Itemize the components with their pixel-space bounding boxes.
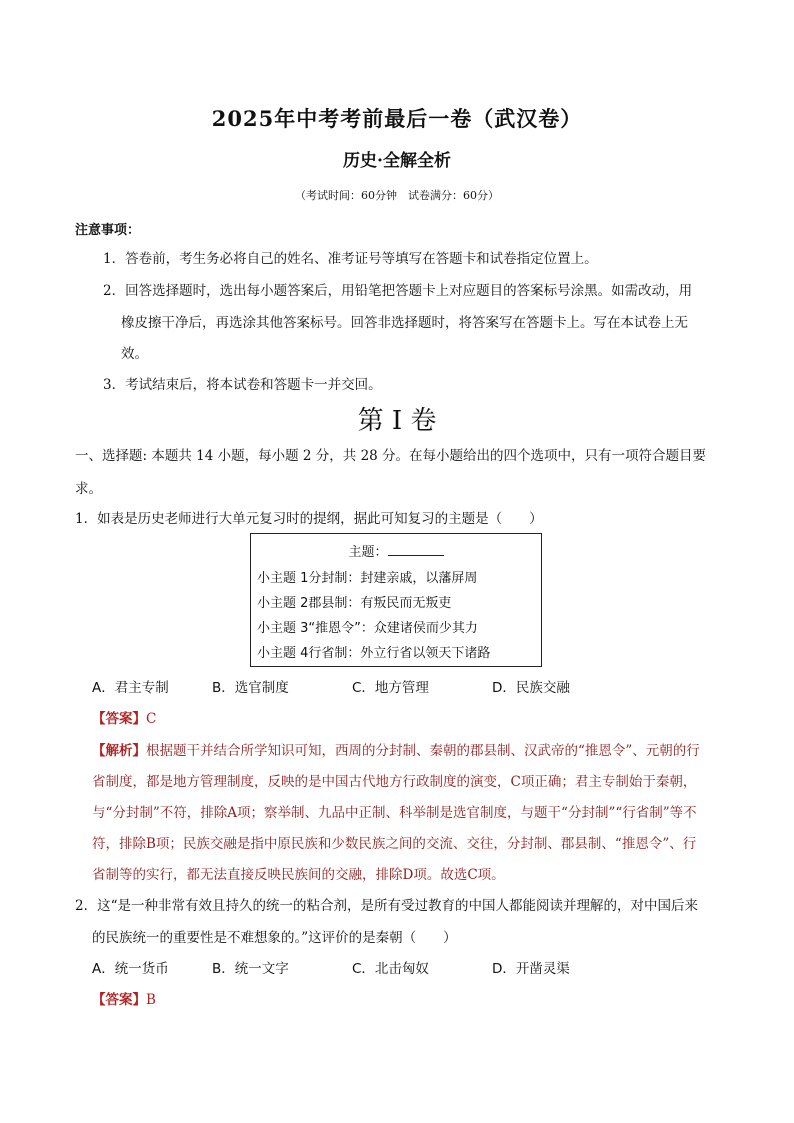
- q1-answer: [92, 707, 156, 727]
- notice-item-1: 1．答卷前，考生务必将自己的姓名、准考证号等填写在答题卡和试卷指定位置上。: [103, 251, 598, 267]
- q1-option-b: B．选官制度: [212, 680, 289, 696]
- page-subtitle: 历史·全解全析: [343, 151, 451, 171]
- analysis-text: 根据题干并结合所学知识可知，西周的分封制、秦朝的郡县制、汉武帝的“推恩令”、元朝的行: [146, 743, 700, 759]
- outline-row: 小主题 4行省制：外立行省以领天下诸路: [257, 646, 491, 661]
- outline-row: 小主题 3“推恩令”：众建诸侯而少其力: [257, 621, 478, 636]
- notice-heading: 注意事项：: [75, 223, 141, 238]
- answer-label: 【答案】: [92, 992, 146, 1008]
- q1-analysis-line: [92, 739, 700, 759]
- outline-row: 小主题 1分封制：封建亲戚，以藩屏周: [257, 571, 478, 586]
- q2-option-a: A．统一货币: [92, 961, 169, 977]
- volume-title: 第 I 卷: [357, 406, 437, 436]
- question-2-stem-cont: 的民族统一的重要性是不难想象的。”这评价的是秦朝（ ）: [92, 930, 457, 946]
- question-2-stem: 2．这“是一种非常有效且持久的统一的粘合剂，是所有受过教育的中国人都能阅读并理解的，对中国后来: [75, 898, 698, 914]
- exam-info: （考试时间：60分钟 试卷满分：60分）: [295, 189, 499, 202]
- q2-option-b: B．统一文字: [212, 961, 289, 977]
- q1-option-a: A．君主专制: [92, 680, 169, 696]
- answer-value: C: [146, 711, 157, 727]
- page-title: 2025年中考考前最后一卷（武汉卷）: [211, 106, 583, 131]
- notice-item-2: 2．回答选择题时，选出每小题答案后，用铅笔把答题卡上对应题目的答案标号涂黑。如需改动，用: [103, 283, 693, 299]
- notice-item-2-cont: 橡皮擦干净后，再选涂其他答案标号。回答非选择题时，将答案写在答题卡上。写在本试卷上无: [121, 315, 688, 331]
- answer-label: 【答案】: [92, 711, 146, 727]
- outline-theme-row: [251, 541, 541, 560]
- question-1-stem: 1．如表是历史老师进行大单元复习时的提纲，据此可知复习的主题是（ ）: [75, 511, 543, 527]
- theme-label: 主题：: [348, 545, 388, 560]
- q2-option-d: D．开凿灵渠: [492, 961, 570, 977]
- notice-item-3: 3．考试结束后，将本试卷和答题卡一并交回。: [103, 377, 382, 393]
- section-instructions: 一、选择题: 本题共 14 小题，每小题 2 分，共 28 分。在每小题给出的四个选项中，只有一项符合题目要: [75, 448, 707, 464]
- analysis-label: 【解析】: [92, 743, 146, 759]
- q1-option-d: D．民族交融: [492, 680, 570, 696]
- q1-analysis-line: 符，排除B项；民族交融是指中原民族和少数民族之间的交流、交往，分封制、郡县制、“推恩令”、行: [92, 836, 697, 852]
- q1-analysis-line: 省制等的实行，都无法直接反映民族间的交融，排除D项。故选C项。: [92, 867, 505, 883]
- q1-option-c: C．地方管理: [352, 680, 429, 696]
- answer-value: B: [146, 992, 156, 1008]
- q2-answer: [92, 988, 156, 1008]
- outline-table: [250, 533, 542, 667]
- q1-analysis-line: 与“分封制”不符，排除A项；察举制、九品中正制、科举制是选官制度，与题干“分封制”“行省制”等不: [92, 805, 697, 821]
- q1-analysis-line: 省制度，都是地方管理制度，反映的是中国古代地方行政制度的演变，C项正确；君主专制始于秦朝，: [92, 774, 697, 790]
- outline-row: 小主题 2郡县制：有叛民而无叛吏: [257, 596, 452, 611]
- notice-item-2-end: 效。: [121, 346, 148, 362]
- q2-option-c: C．北击匈奴: [352, 961, 429, 977]
- section-instructions-end: 求。: [75, 481, 102, 497]
- theme-blank: [388, 543, 444, 556]
